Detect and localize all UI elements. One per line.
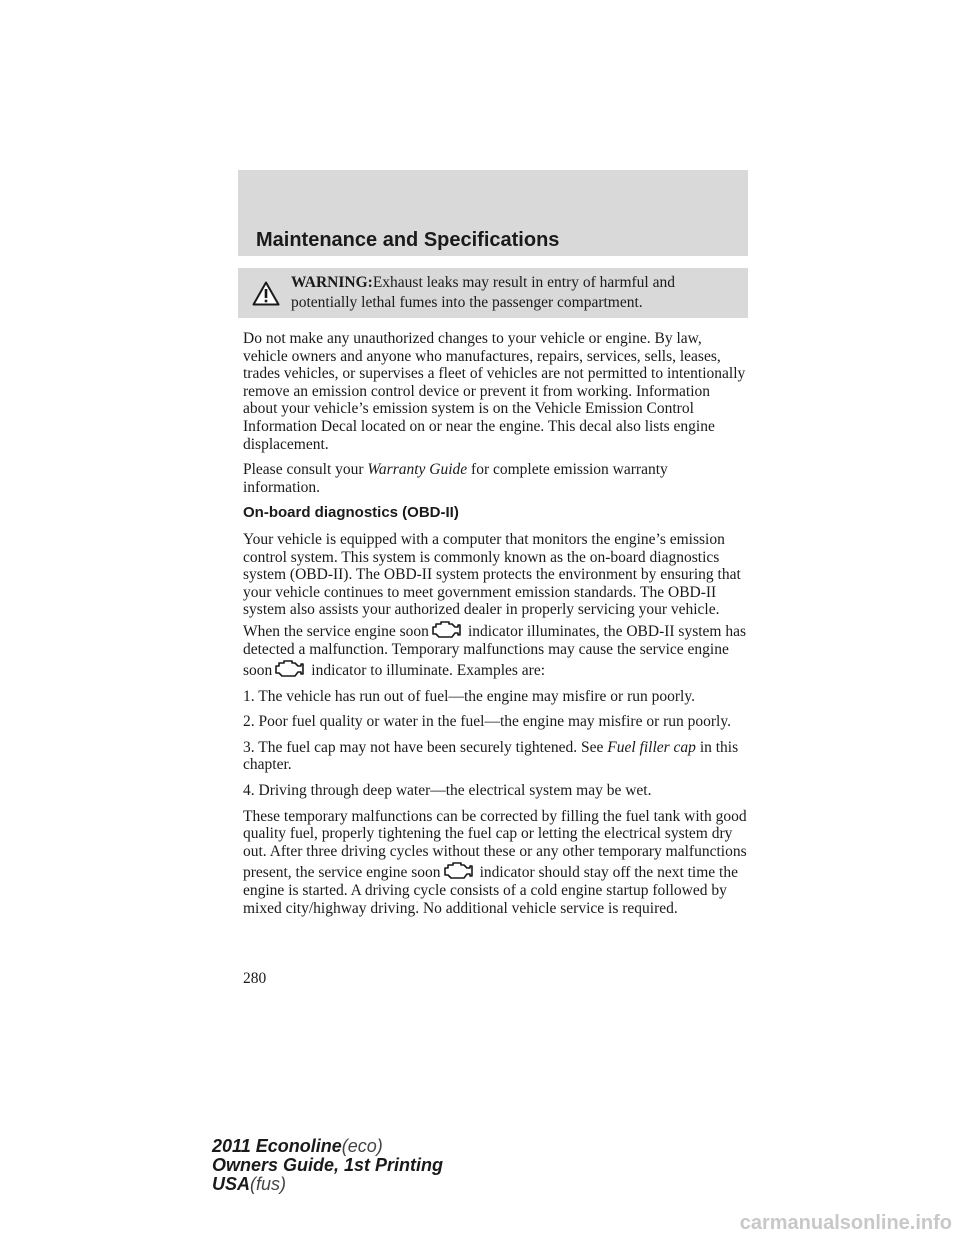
page-number: 280 [243,970,267,987]
list-item: 2. Poor fuel quality or water in the fuel—the engine may misfire or run poorly. [243,713,731,731]
check-engine-icon [442,860,474,880]
document-footer [212,1137,443,1194]
list-item: 3. The fuel cap may not have been securely tightened. See Fuel filler cap in this chapter. [243,738,739,774]
fuel-filler-cap-ref: Fuel filler cap [607,738,696,756]
footer-model: 2011 Econoline [212,1136,342,1156]
footer-market: USA [212,1174,251,1194]
footer-model-code: (eco) [341,1136,383,1156]
warning-message: Exhaust leaks may result in entry of harmful and potentially lethal fumes into the passenger compartment. [291,274,675,311]
obd-subheading: On-board diagnostics (OBD-II) [243,504,459,522]
warning-label: WARNING: [291,274,373,291]
warning-triangle-icon [252,281,280,306]
body-content [243,330,748,925]
watermark: carmanualsonline.info [739,1212,952,1234]
section-title: Maintenance and Specifications [256,229,560,251]
check-engine-icon [430,619,462,639]
paragraph-temporary-malfunctions: These temporary malfunctions can be corrected by filling the fuel tank with good quality fuel, properly tightening the fuel cap or letting the electrical system dry out. After three driving cycles without these or any other temporary malfunctions present, the service engine soon indicator should stay off the next time the engine is started. A driving cycle consists of a cold engine startup followed by mixed city/highway driving. No additional vehicle service is required. [243,807,747,917]
list-item: 4. Driving through deep water—the electrical system may be wet. [243,782,652,800]
footer-printing: Owners Guide, 1st Printing [212,1155,444,1175]
paragraph-warranty: Please consult your Warranty Guide for complete emission warranty information. [243,461,668,496]
warning-text [291,273,741,313]
footer-market-code: (fus) [250,1174,287,1194]
check-engine-icon [273,658,305,678]
paragraph-emission-changes: Do not make any unauthorized changes to your vehicle or engine. By law, vehicle owners and anyone who manufactures, repairs, services, sells, leases, trades vehicles, or supervises a fleet of vehicles are not permitted to intentionally remove an emission control device or prevent it from working. Information about your vehicle’s emission system is on the Vehicle Emission Control Information Decal located on or near the engine. This decal also lists engine displacement. [243,330,746,453]
list-item: 1. The vehicle has run out of fuel—the engine may misfire or run poorly. [243,687,695,705]
paragraph-obd: Your vehicle is equipped with a computer that monitors the engine’s emission control system. This system is commonly known as the on-board diagnostics system (OBD-II). The OBD-II system protects the environment by ensuring that your vehicle continues to meet government emission standards. The OBD-II system also assists your authorized dealer in properly servicing your vehicle. When the service engine soon indicator illuminates, the OBD-II system has detected a malfunction. Temporary malfunctions may cause the service engine soon indicator to illuminate. Examples are: [243,530,747,680]
warranty-guide-ref: Warranty Guide [367,461,468,479]
